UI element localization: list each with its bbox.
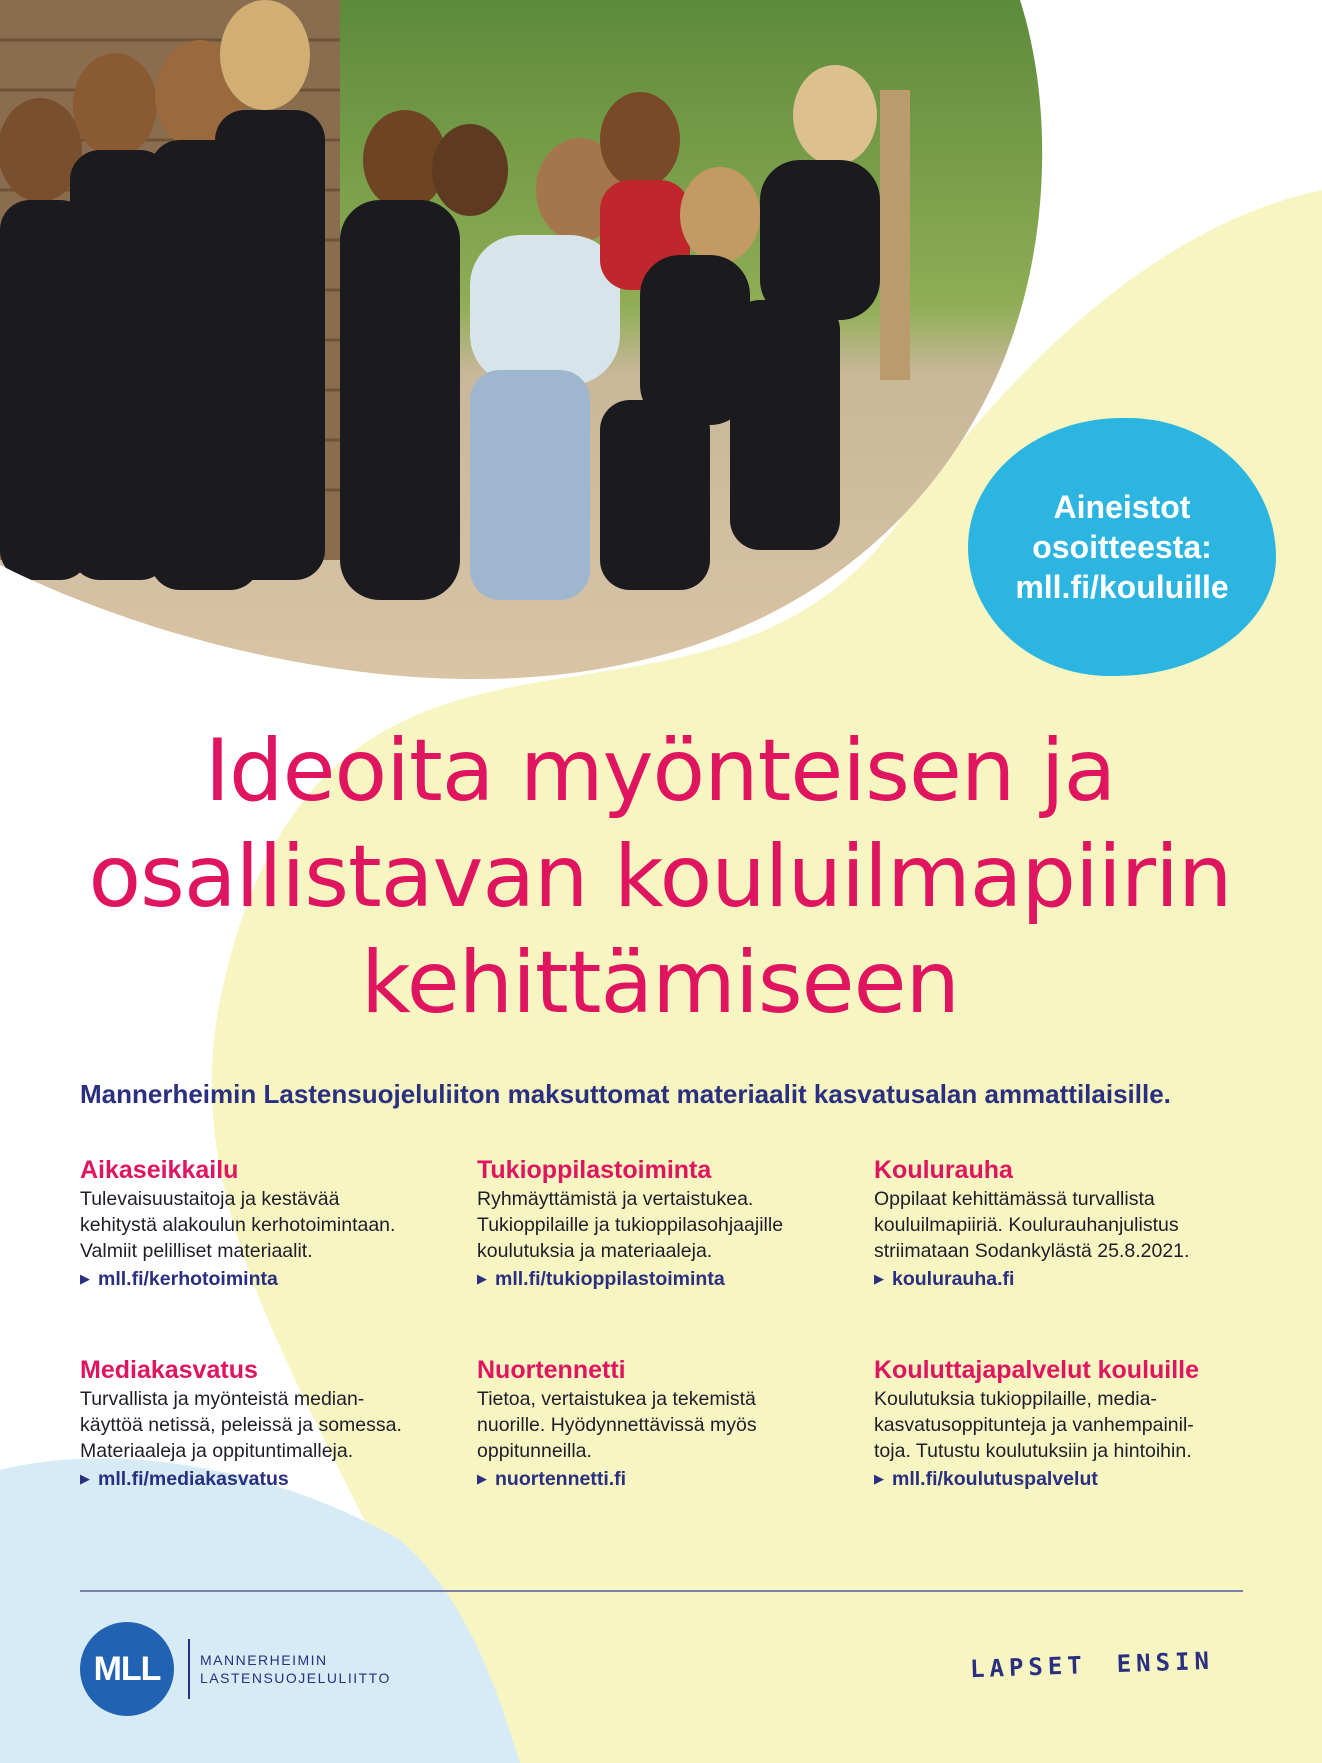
title-line-2: osallistavan kouluilmapiirin <box>88 827 1232 927</box>
card-title: Koulurauha <box>874 1156 1013 1184</box>
card-link[interactable]: ▶ nuortennetti.fi <box>477 1468 627 1490</box>
arrow-right-icon: ▶ <box>477 1271 487 1286</box>
card-link[interactable]: ▶ mll.fi/mediakasvatus <box>80 1468 289 1490</box>
card-mediakasvatus <box>80 1355 477 1555</box>
title-line-1: Ideoita myönteisen ja <box>204 721 1116 821</box>
materials-grid <box>80 1155 1260 1555</box>
card-tukioppilastoiminta <box>477 1155 874 1355</box>
card-nuortennetti <box>477 1355 874 1555</box>
logo-wordmark: MANNERHEIMIN LASTENSUOJELULIITTO <box>200 1652 391 1686</box>
card-link[interactable]: ▶ mll.fi/tukioppilastoiminta <box>477 1268 725 1290</box>
card-text: Ryhmäyttämistä ja vertaistukea. Tukioppilaille ja tukioppilasohjaajille koulutuksia ja materiaaleja. <box>477 1188 784 1262</box>
card-kouluttajapalvelut <box>874 1355 1260 1555</box>
title-line-3: kehittämiseen <box>361 933 959 1033</box>
card-text: Tulevaisuustaitoja ja kestävää kehitystä alakoulun kerhotoimintaan. Valmiit pelilliset materiaalit. <box>80 1188 396 1262</box>
arrow-right-icon: ▶ <box>80 1271 90 1286</box>
materials-badge[interactable] <box>968 418 1276 676</box>
logo-divider <box>188 1639 190 1699</box>
mll-logo[interactable] <box>80 1622 391 1716</box>
logo-mark: MLL <box>80 1622 174 1716</box>
card-text: Tietoa, vertaistukea ja tekemistä nuorille. Hyödynnettävissä myös oppitunneilla. <box>477 1388 757 1462</box>
card-title: Tukioppilastoiminta <box>477 1156 712 1184</box>
arrow-right-icon: ▶ <box>477 1471 487 1486</box>
card-text: Oppilaat kehittämässä turvallista kouluilmapiiriä. Koulurauhanjulistus striimataan Sodankylästä 25.8.2021. <box>874 1188 1190 1262</box>
badge-url[interactable]: mll.fi/kouluille <box>1015 569 1229 605</box>
card-link[interactable]: ▶ mll.fi/koulutuspalvelut <box>874 1468 1098 1490</box>
arrow-right-icon: ▶ <box>80 1471 90 1486</box>
card-title: Aikaseikkailu <box>80 1156 239 1184</box>
card-link[interactable]: ▶ koulurauha.fi <box>874 1268 1015 1290</box>
page-title <box>60 718 1260 1036</box>
card-title: Kouluttajapalvelut kouluille <box>874 1356 1200 1384</box>
card-link[interactable]: ▶ mll.fi/kerhotoiminta <box>80 1268 278 1290</box>
card-aikaseikkailu <box>80 1155 477 1355</box>
footer-divider <box>80 1590 1243 1592</box>
slogan-word-2: ENSIN <box>1116 1646 1215 1679</box>
badge-line-2: osoitteesta: <box>1032 529 1212 565</box>
arrow-right-icon: ▶ <box>874 1271 884 1286</box>
card-text: Turvallista ja myönteistä median- käyttöä netissä, peleissä ja somessa. Materiaaleja ja oppituntimalleja. <box>80 1388 402 1462</box>
subtitle: Mannerheimin Lastensuojeluliiton maksuttomat materiaalit kasvatusalan ammattilaisille. <box>80 1079 1171 1109</box>
card-title: Mediakasvatus <box>80 1356 258 1384</box>
card-koulurauha <box>874 1155 1260 1355</box>
badge-line-1: Aineistot <box>1053 489 1191 525</box>
card-title: Nuortennetti <box>477 1356 626 1384</box>
slogan-word-1: LAPSET <box>969 1651 1088 1684</box>
card-text: Koulutuksia tukioppilaille, media- kasvatusoppitunteja ja vanhempainil- toja. Tutustu koulutuksiin ja hintoihin. <box>874 1388 1194 1462</box>
arrow-right-icon: ▶ <box>874 1471 884 1486</box>
